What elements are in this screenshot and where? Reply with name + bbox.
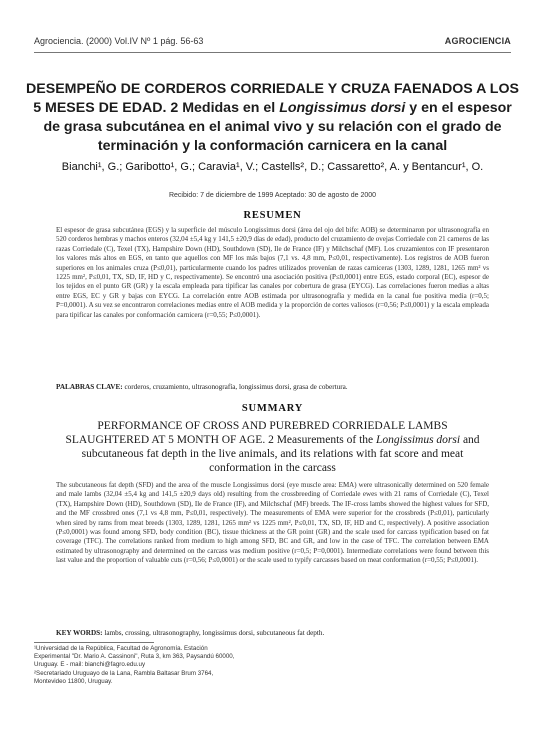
footnote-rule — [34, 642, 154, 643]
key-words-label: KEY WORDS: — [56, 629, 103, 637]
footnote-2: ²Secretariado Uruguayo de la Lana, Rambla Baltasar Brum 3764, Montevideo 11800, Uruguay. — [34, 669, 214, 685]
title-part-2: y en el espesor de grasa subcutánea en el animal vivo y su relación con el grado de terminación y la conformación carnicera en la canal — [43, 100, 512, 154]
resumen-heading: RESUMEN — [243, 210, 302, 221]
palabras-clave-text: corderos, cruzamiento, ultrasonografía, longissimus dorsi, grasa de cobertura. — [122, 383, 348, 391]
summary-body: The subcutaneous fat depth (SFD) and the area of the muscle Longissimus dorsi (eye muscle area: EMA) were ultrasonically determined on 520 female and male lambs (32,04 ±5,4 kg and 141,5 ±20,9 days old) resulting from the crossbreeding of Corriedale ewes with 21 rams of Corriedale (C), Texel (TX), Hampshire Down (HD), Southdown (SD), Ile de France (IF), and Milchschaf (MF) breeds. The IF-cross lambs showed the highest values for SFD, and the MF crossbred ones (7,1 vs 4,8 mm, P≤0,01, respectively). The measurements of EMA were superior for the crossbreds (P≤0,01), particularly when sired by rams from meat breeds (1303, 1289, 1281, 1265 mm² vs 1225 mm², P≤0,01, TX, SD, IF, HD and C, respectively). A positive association (P≤0,0001) was found among SFD, body condition (BC), tissue thickness at the GR point (GR) and the scale used for carcass typification based on fat coverage (TFC). The correlations ranked from medium to high among SFD, BC and GR, and low in the case of TFC. The correlation between EMA estimated by ultrasonography and determined on the carcass was medium positive (r=0,5; P=0,0001). Intermediate correlations were found between this last value and the proportion of valuable cuts (r=0,56; P≤0,0001) or the scale used to typify carcasses based on meat conformation (r=0,55; P≤0,0001). — [56, 481, 489, 565]
resumen-body: El espesor de grasa subcutánea (EGS) y la superficie del músculo Longissimus dorsi (área del ojo del bife: AOB) se determinaron por ultrasonografía en 520 corderos hembras y machos enteros (32,04 ±5,4 kg y 141,5 ±20,9 días de edad), producto del cruzamiento de ovejas Corriedale con 21 carneros de las razas Corriedale (C), Texel (TX), Hampshire Down (HD), Southdown (SD), Ile de France (IF) y Milchschaf (MF). Los cruzamientos con IF presentaron los valores más altos en EGS, en tanto que aquellos con MF los más bajos (7,1 vs. 4,8 mm, P≤0,01, respectivamente). Los registros de AOB fueron superiores en los animales cruza (P≤0,01), particularmente cuando los padres utilizados provenían de razas carniceras (1303, 1289, 1281, 1265 mm² vs 1225 mm², P≤0,01, TX, SD, IF, HD y C, respectivamente). Se encontró una asociación positiva (P≤0,0001) entre EGS, estado corporal (EC), espesor de los tejidos en el punto GR (GR) y la escala empleada para tipificar las canales por cobertura de grasa (EYCG). Las correlaciones fueron medias a altas entre EGS, EC y GR y bajas con EYCG. La correlación entre AOB estimada por ultrasonografía y medida en la canal fue positiva media (r=0,5; P=0,0001). A su vez se encontraron correlaciones medias entre el AOB medida y la proporción de cortes valiosos (r=0,56; P≤0,0001) y la escala empleada para tipificar las canales por conformación carnicera (r=0,55; P≤0,0001). — [56, 226, 489, 319]
en-title-part-1: PERFORMANCE OF CROSS AND PUREBRED CORRIEDALE LAMBS SLAUGHTERED AT 5 MONTH OF AGE. 2 Measurements of the — [65, 420, 448, 446]
footnote-1: ¹Universidad de la República, Facultad de Agronomía. Estación Experimental "Dr. Mario A. Cassinoni", Ruta 3, km 363, Paysandú 60000, Uruguay. E - mail: bianchi@fagro.edu.uy — [34, 645, 235, 669]
running-header — [34, 36, 511, 50]
title-part-1: DESEMPEÑO DE CORDEROS CORRIEDALE Y CRUZA FAENADOS A LOS 5 MESES DE EDAD. 2 Medidas en el — [26, 81, 519, 116]
en-title-italic: Longissimus dorsi — [376, 434, 461, 446]
summary-heading: SUMMARY — [241, 403, 304, 414]
palabras-clave-label: PALABRAS CLAVE: — [56, 383, 123, 391]
author-list: Bianchi¹, G.; Garibotto¹, G.; Caravia¹, V.; Castells², D.; Cassaretto², A. y Bentancur¹, O. — [61, 161, 484, 173]
en-title-part-2: and subcutaneous fat depth in the live animals, and its relations with fat score and meat conformation in the carcass — [81, 434, 480, 474]
journal-citation: Agrociencia. (2000) Vol.IV Nº 1 pág. 56-63 — [34, 36, 204, 46]
header-rule — [34, 52, 511, 53]
key-words — [56, 629, 489, 638]
article-title — [26, 80, 519, 156]
journal-brand: AGROCIENCIA — [444, 36, 511, 46]
palabras-clave — [56, 383, 489, 392]
footnotes — [34, 645, 244, 686]
key-words-text: lambs, crossing, ultrasonography, longissimus dorsi, subcutaneous fat depth. — [102, 629, 325, 637]
title-italic: Longissimus dorsi — [279, 100, 406, 116]
received-date: Recibido: 7 de diciembre de 1999 Aceptado: 30 de agosto de 2000 — [168, 192, 377, 199]
english-title — [58, 419, 487, 475]
